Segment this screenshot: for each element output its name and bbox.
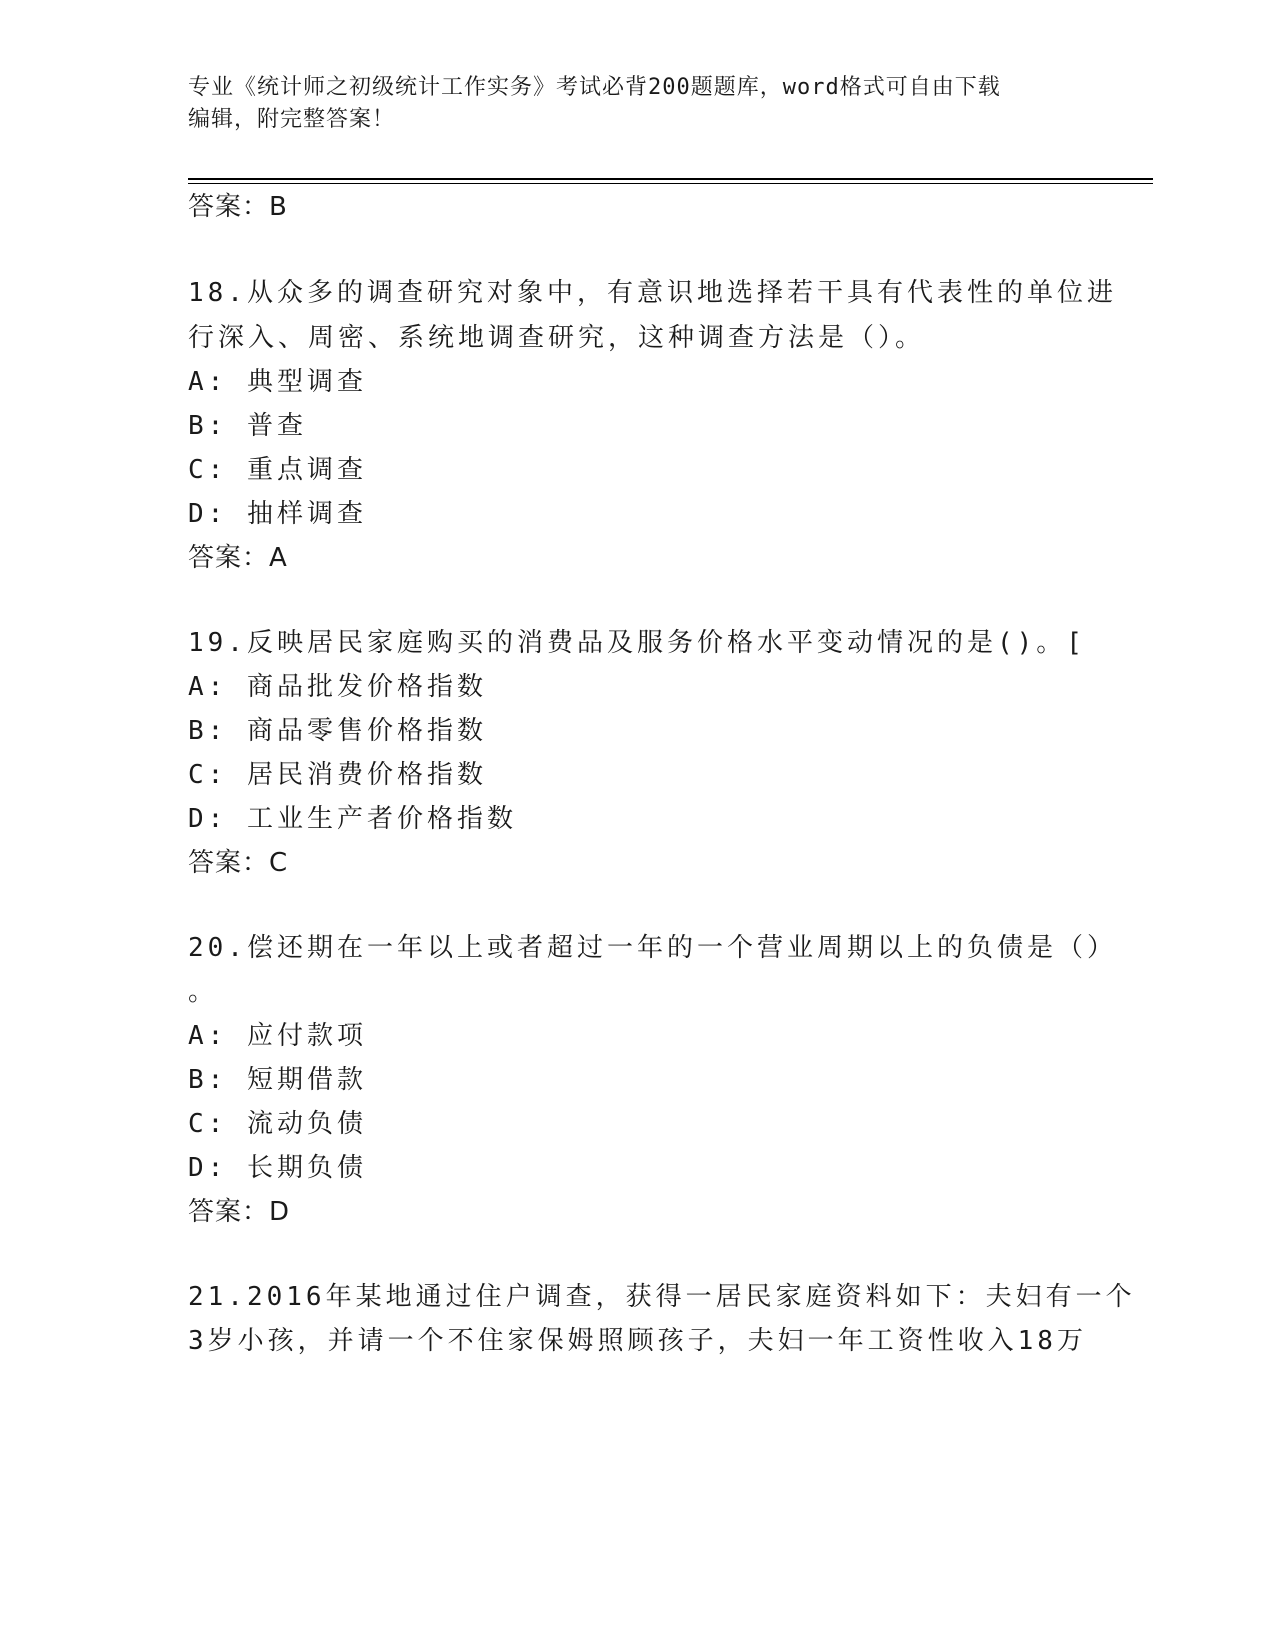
q19-option-d: D: 工业生产者价格指数 <box>188 804 517 834</box>
header-line-1: 专业《统计师之初级统计工作实务》考试必背200题题库，word格式可自由下载 <box>188 75 1001 100</box>
q20-answer: 答案：D <box>188 1197 291 1227</box>
header-divider-thick <box>188 178 1153 180</box>
q18-option-c: C: 重点调查 <box>188 455 367 485</box>
q18-option-d: D: 抽样调查 <box>188 499 367 529</box>
q18-stem-line-1: 18.从众多的调查研究对象中，有意识地选择若干具有代表性的单位进 <box>188 278 1117 308</box>
q20-stem-line-1: 20.偿还期在一年以上或者超过一年的一个营业周期以上的负债是（） <box>188 933 1117 963</box>
q19-option-c: C: 居民消费价格指数 <box>188 760 487 790</box>
q20-stem-line-2: 。 <box>188 977 219 1007</box>
q20-option-a: A: 应付款项 <box>188 1021 367 1051</box>
q19-option-a: A: 商品批发价格指数 <box>188 672 487 702</box>
q18-answer: 答案：A <box>188 543 288 573</box>
document-header <box>188 72 1088 136</box>
q18-option-b: B: 普查 <box>188 411 307 441</box>
header-line-2: 编辑，附完整答案！ <box>188 107 396 132</box>
q18-stem-line-2: 行深入、周密、系统地调查研究，这种调查方法是（）。 <box>188 323 926 353</box>
q19-answer: 答案：C <box>188 848 289 878</box>
q19-option-b: B: 商品零售价格指数 <box>188 716 487 746</box>
q18-option-a: A: 典型调查 <box>188 367 367 397</box>
q20-option-c: C: 流动负债 <box>188 1109 367 1139</box>
q17-answer: 答案：B <box>188 192 288 222</box>
q21-stem-line-2: 3岁小孩，并请一个不住家保姆照顾孩子，夫妇一年工资性收入18万 <box>188 1326 1087 1356</box>
q20-option-b: B: 短期借款 <box>188 1065 367 1095</box>
q21-stem-line-1: 21.2016年某地通过住户调查，获得一居民家庭资料如下：夫妇有一个 <box>188 1282 1136 1312</box>
header-divider-thin <box>188 183 1153 184</box>
q20-option-d: D: 长期负债 <box>188 1153 367 1183</box>
q19-stem-line-1: 19.反映居民家庭购买的消费品及服务价格水平变动情况的是()。[ <box>188 628 1086 658</box>
